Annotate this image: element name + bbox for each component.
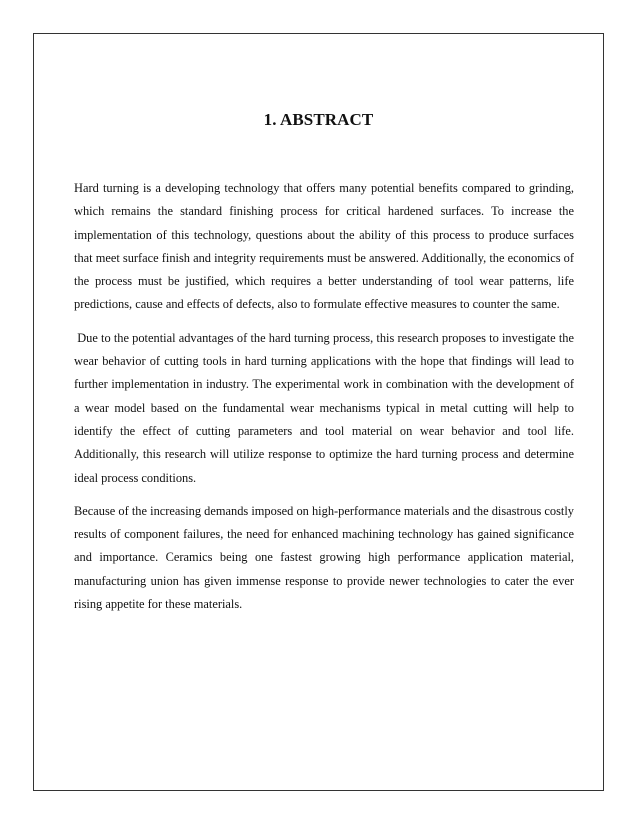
paragraph-2: Due to the potential advantages of the hard turning process, this research proposes to investigate the wear behavior of cutting tools in hard turning applications with the hope that findings will lead to further implementation in industry. The experimental work in combination with the development of a wear model based on the fundamental wear mechanisms typical in metal cutting will help to identify the effect of cutting parameters and tool material on wear behavior and tool life. Additionally, this research will utilize response to optimize the hard turning process and determine ideal process conditions. (74, 330, 578, 485)
section-title: 1. ABSTRACT (263, 110, 374, 129)
paragraph-3: Because of the increasing demands imposed on high-performance materials and the disastrous costly results of component failures, the need for enhanced machining technology has gained significance and importance. Ceramics being one fastest growing high performance application material, manufacturing union has given immense response to provide newer technologies to cater the ever rising appetite for these materials. (74, 503, 574, 612)
paragraph-1: Hard turning is a developing technology that offers many potential benefits compared to grinding, which remains the standard finishing process for critical hardened surfaces. To increase the implementation of this technology, questions about the ability of this process to produce surfaces that meet surface finish and integrity requirements must be answered. Additionally, the economics of the process must be justified, which requires a better understanding of tool wear patterns, life predictions, cause and effects of defects, also to formulate effective measures to counter the same. (74, 181, 574, 312)
abstract-body (74, 177, 578, 626)
